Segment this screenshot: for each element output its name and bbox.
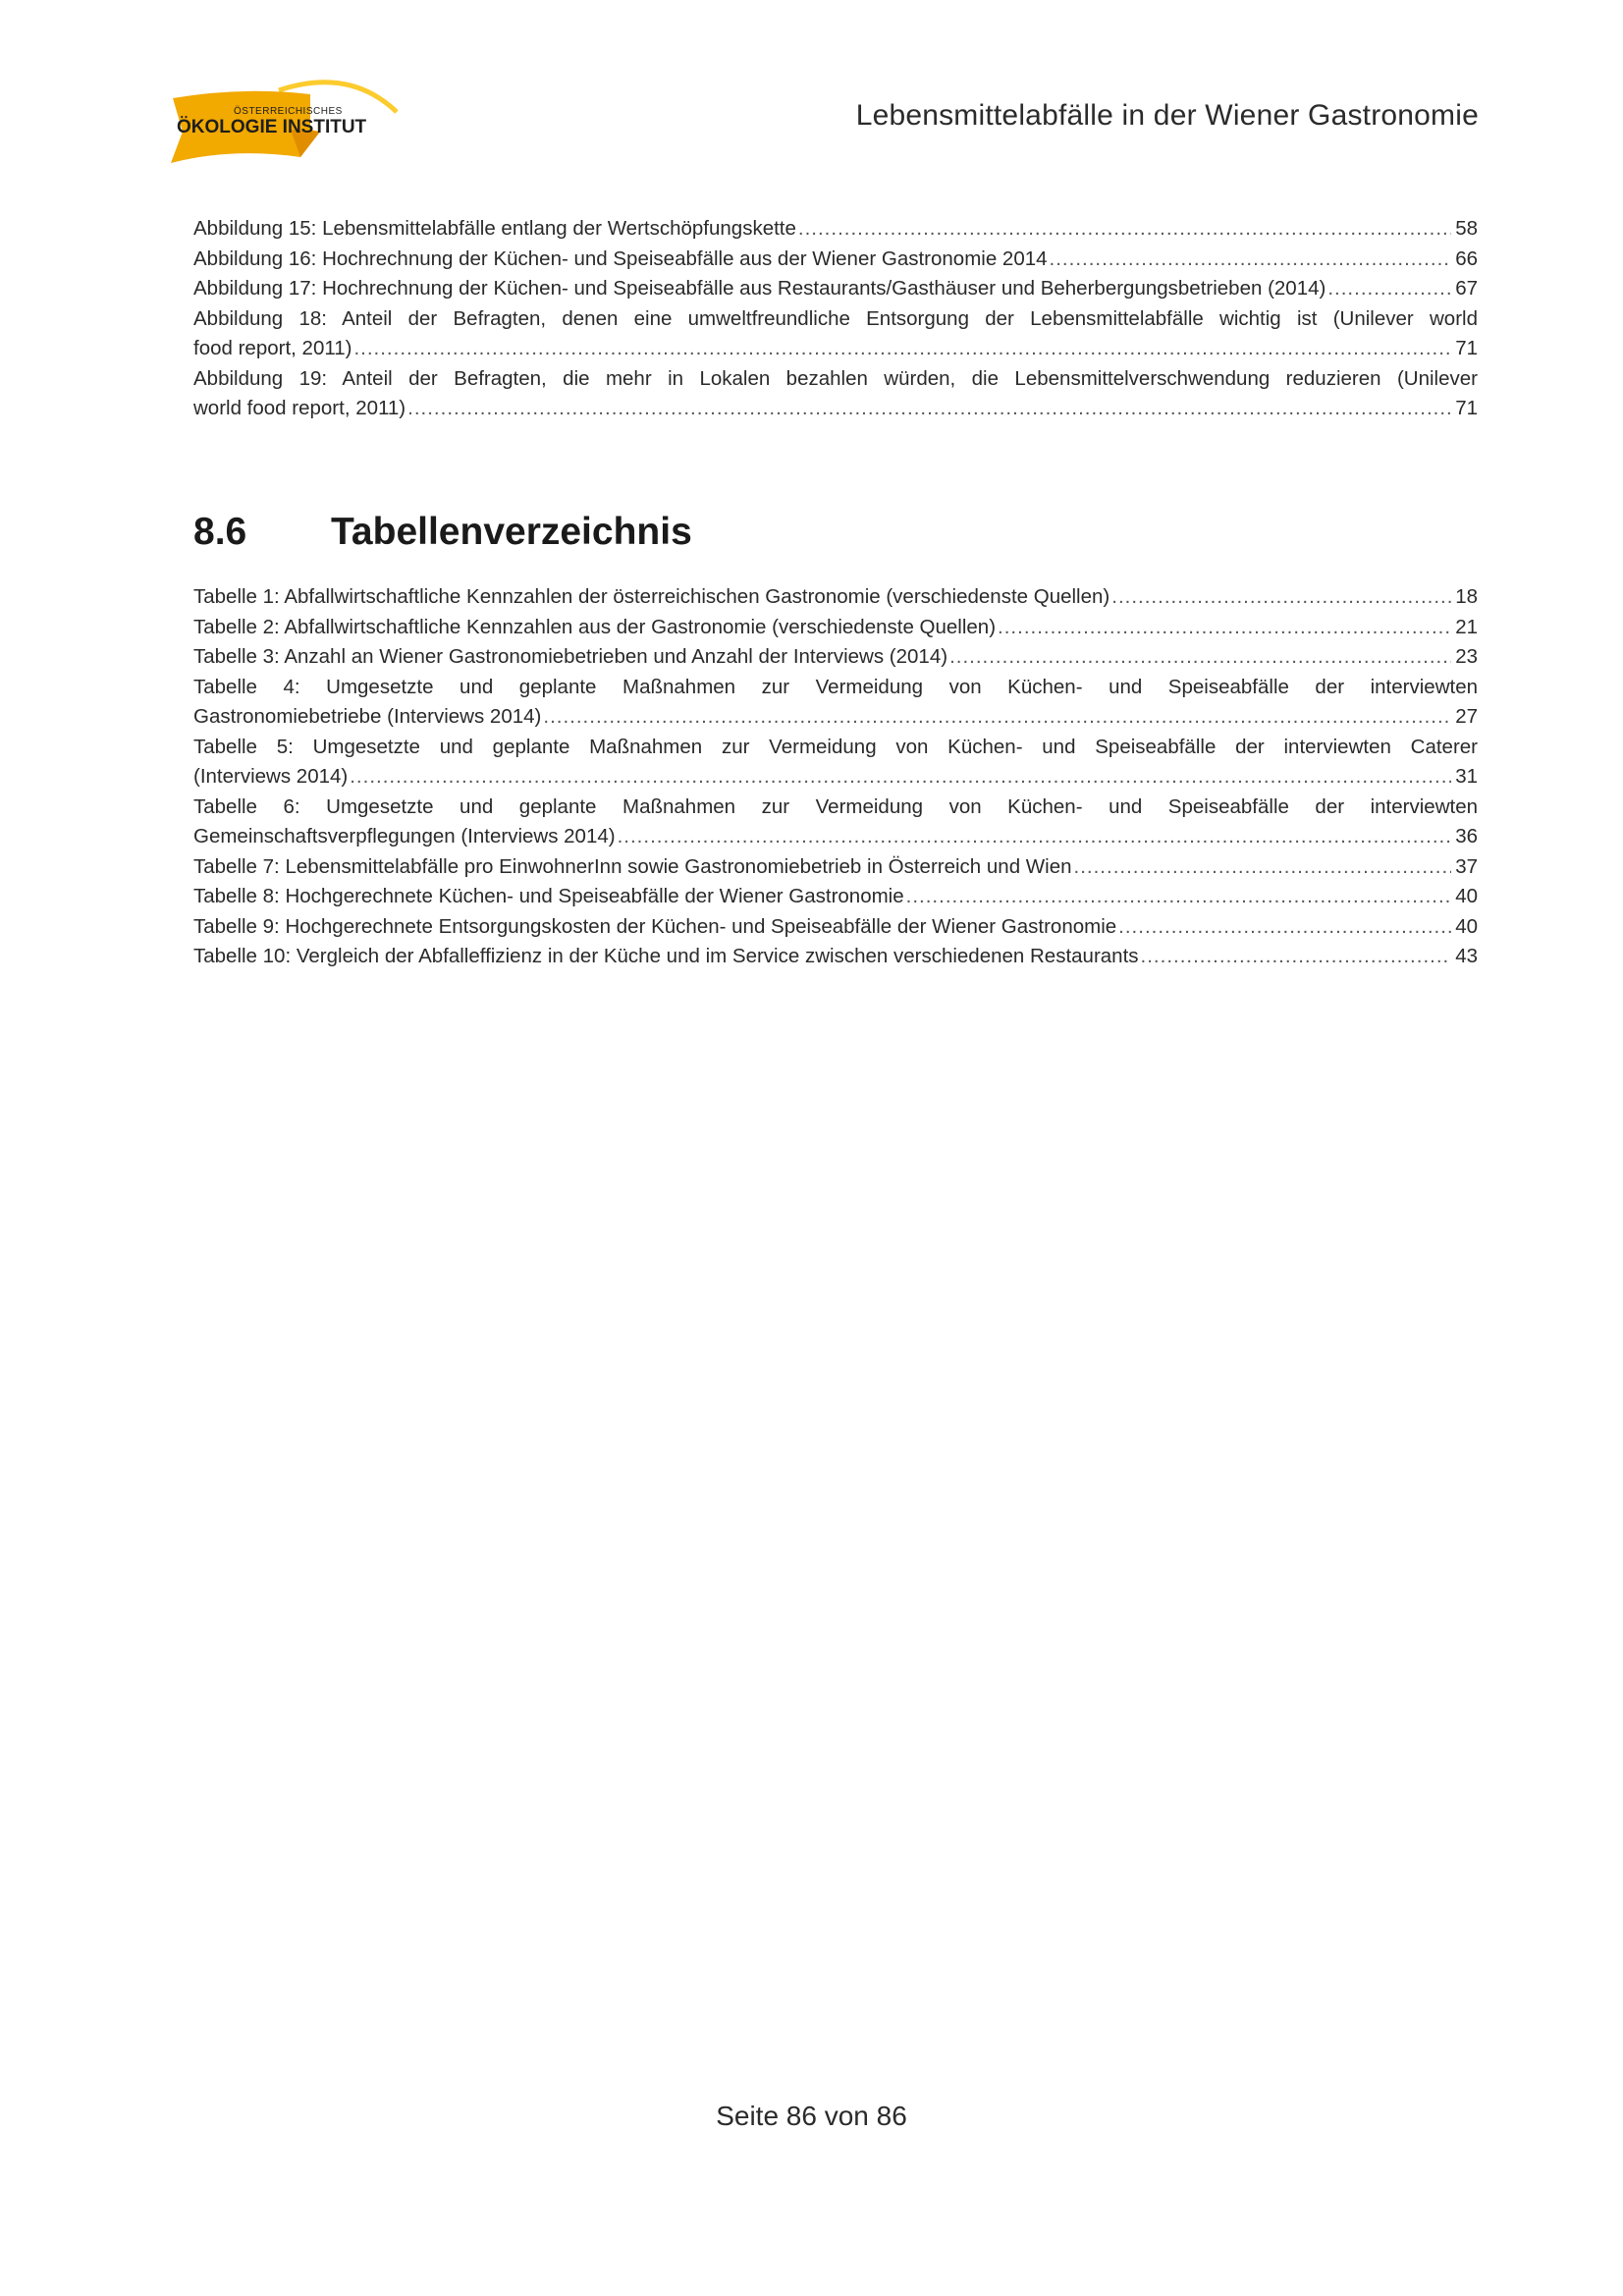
figure-entry-text: Abbildung 15: Lebensmittelabfälle entlang der Wertschöpfungskette xyxy=(193,217,796,240)
logo-line1: ÖSTERREICHISCHES xyxy=(234,106,343,117)
table-entry-page-number: 27 xyxy=(1455,705,1478,728)
figure-entry[interactable] xyxy=(193,214,1478,245)
table-entry[interactable] xyxy=(193,852,1478,883)
logo-graphic xyxy=(163,73,408,171)
table-entry-text: Tabelle 9: Hochgerechnete Entsorgungskosten der Küchen- und Speiseabfälle der Wiener Gastronomie xyxy=(193,914,1117,938)
page-number-footer: Seite 86 von 86 xyxy=(716,2101,907,2131)
figure-entry[interactable] xyxy=(193,364,1478,424)
list-of-figures xyxy=(193,214,1478,424)
dot-leader xyxy=(949,642,1451,673)
table-entry-text-line: Tabelle 5: Umgesetzte und geplante Maßnahmen zur Vermeidung von Küchen- und Speiseabfälle der interviewten Caterer xyxy=(193,735,1478,758)
dot-leader xyxy=(1074,852,1452,883)
dot-leader xyxy=(1327,274,1451,304)
logo-line2: ÖKOLOGIE INSTITUT xyxy=(177,117,367,137)
document-running-title: Lebensmittelabfälle in der Wiener Gastronomie xyxy=(855,99,1479,132)
figure-entry-text: world food report, 2011) xyxy=(193,397,406,419)
table-entry[interactable] xyxy=(193,733,1478,793)
dot-leader xyxy=(1141,942,1452,972)
figure-entry-text: Abbildung 16: Hochrechnung der Küchen- und Speiseabfälle aus der Wiener Gastronomie 2014 xyxy=(193,246,1048,270)
table-entry-text: Tabelle 2: Abfallwirtschaftliche Kennzahlen aus der Gastronomie (verschiedenste Quellen) xyxy=(193,615,997,638)
dot-leader xyxy=(1050,245,1452,275)
table-entry[interactable] xyxy=(193,613,1478,643)
table-entry-text: Tabelle 7: Lebensmittelabfälle pro EinwohnerInn sowie Gastronomiebetrieb in Österreich und Wien xyxy=(193,854,1072,878)
dot-leader xyxy=(1118,912,1451,943)
dot-leader xyxy=(906,882,1452,912)
figure-entry[interactable] xyxy=(193,274,1478,304)
table-entry-text-line: Tabelle 4: Umgesetzte und geplante Maßnahmen zur Vermeidung von Küchen- und Speiseabfälle der interviewten xyxy=(193,675,1478,698)
dot-leader xyxy=(543,702,1451,733)
table-entry-text-line: Tabelle 6: Umgesetzte und geplante Maßnahmen zur Vermeidung von Küchen- und Speiseabfälle der interviewten xyxy=(193,794,1478,818)
figure-entry[interactable] xyxy=(193,245,1478,275)
organization-logo xyxy=(163,73,408,171)
section-number: 8.6 xyxy=(193,511,247,553)
table-entry-page-number: 40 xyxy=(1455,914,1478,938)
figure-entry-text: food report, 2011) xyxy=(193,337,352,359)
list-of-tables xyxy=(193,582,1478,972)
table-entry-page-number: 36 xyxy=(1455,825,1478,847)
section-heading xyxy=(193,511,692,554)
table-entry-page-number: 23 xyxy=(1455,645,1478,668)
figure-entry-page-number: 71 xyxy=(1455,397,1478,419)
section-title: Tabellenverzeichnis xyxy=(331,511,692,553)
table-entry[interactable] xyxy=(193,582,1478,613)
figure-entry-text-line: Abbildung 19: Anteil der Befragten, die mehr in Lokalen bezahlen würden, die Lebensmittelverschwendung reduzieren (Unilever xyxy=(193,366,1478,390)
dot-leader xyxy=(350,762,1451,793)
table-entry-page-number: 40 xyxy=(1455,885,1478,907)
table-entry-text: Tabelle 10: Vergleich der Abfalleffizienz in der Küche und im Service zwischen verschiedenen Restaurants xyxy=(193,945,1139,967)
figure-entry-text: Abbildung 17: Hochrechnung der Küchen- und Speiseabfälle aus Restaurants/Gasthäuser und Beherbergungsbetrieben (2014) xyxy=(193,277,1326,300)
table-entry[interactable] xyxy=(193,942,1478,972)
table-entry[interactable] xyxy=(193,673,1478,733)
table-entry[interactable] xyxy=(193,882,1478,912)
table-entry-text: Gastronomiebetriebe (Interviews 2014) xyxy=(193,705,542,728)
table-entry-page-number: 18 xyxy=(1455,585,1478,608)
dot-leader xyxy=(998,613,1451,643)
dot-leader xyxy=(353,334,1451,364)
table-entry[interactable] xyxy=(193,642,1478,673)
table-entry[interactable] xyxy=(193,793,1478,852)
figure-entry-page-number: 71 xyxy=(1455,337,1478,359)
dot-leader xyxy=(1111,582,1451,613)
figure-entry-text-line: Abbildung 18: Anteil der Befragten, denen eine umweltfreundliche Entsorgung der Lebensmittelabfälle wichtig ist (Unilever world xyxy=(193,306,1478,330)
dot-leader xyxy=(798,214,1451,245)
table-entry[interactable] xyxy=(193,912,1478,943)
dot-leader xyxy=(407,394,1451,424)
table-entry-page-number: 37 xyxy=(1455,854,1478,878)
table-entry-page-number: 31 xyxy=(1455,765,1478,788)
table-entry-text: (Interviews 2014) xyxy=(193,765,349,788)
table-entry-text: Tabelle 1: Abfallwirtschaftliche Kennzahlen der österreichischen Gastronomie (verschiedenste Quellen) xyxy=(193,585,1110,608)
figure-entry-page-number: 58 xyxy=(1455,217,1478,240)
table-entry-text: Gemeinschaftsverpflegungen (Interviews 2014) xyxy=(193,825,616,847)
figure-entry[interactable] xyxy=(193,304,1478,364)
table-entry-text: Tabelle 3: Anzahl an Wiener Gastronomiebetrieben und Anzahl der Interviews (2014) xyxy=(193,645,948,668)
table-entry-page-number: 43 xyxy=(1455,945,1478,967)
table-entry-page-number: 21 xyxy=(1455,615,1478,638)
dot-leader xyxy=(618,822,1452,852)
table-entry-text: Tabelle 8: Hochgerechnete Küchen- und Speiseabfälle der Wiener Gastronomie xyxy=(193,885,904,907)
figure-entry-page-number: 67 xyxy=(1455,277,1478,300)
figure-entry-page-number: 66 xyxy=(1455,246,1478,270)
